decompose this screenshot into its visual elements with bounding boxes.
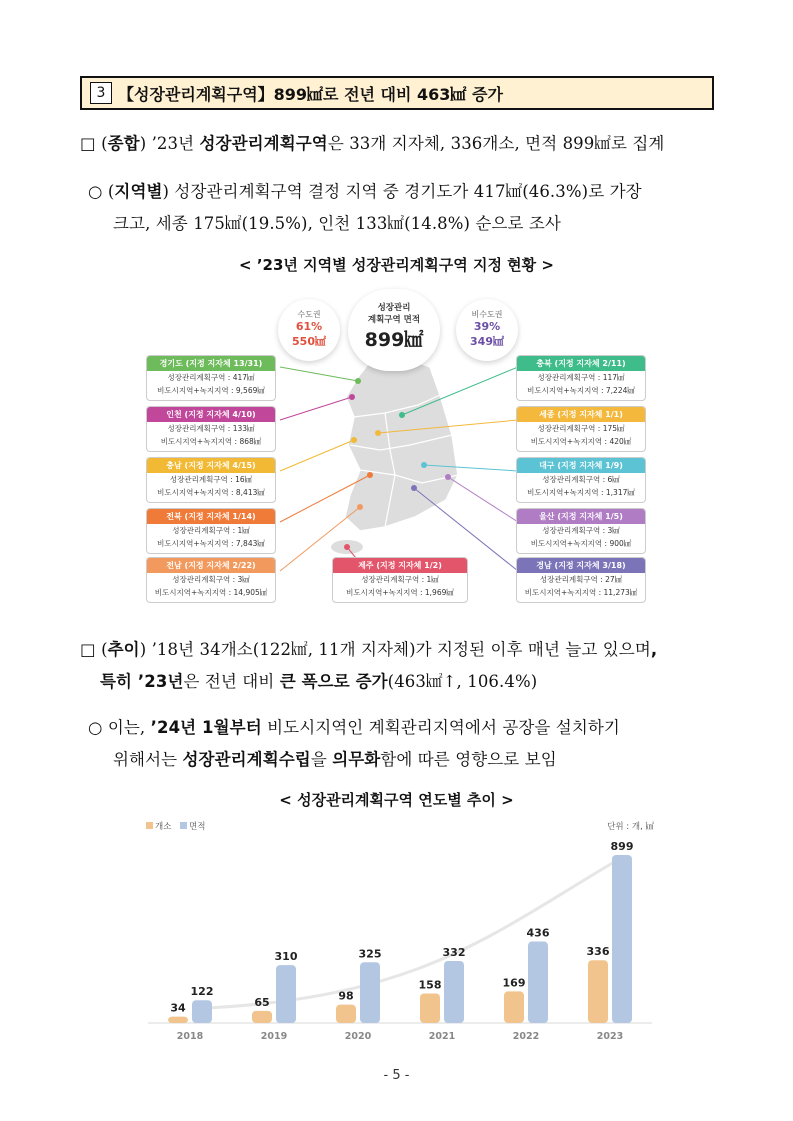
text: 성장관리계획구역 결정 지역 중 경기도가 417㎢(46.3%)로 가장 [169,182,642,201]
x-tick-2023: 2023 [596,1031,624,1042]
bar-개소-2020 [336,1005,356,1023]
center-label-1: 성장관리 [377,303,411,313]
section-number: 3 [90,82,112,104]
bar-label-면적-2020: 325 [358,947,382,961]
paren-open: ( [107,182,115,201]
bar-label-면적-2019: 310 [274,950,298,964]
section-heading [80,76,714,110]
noncapital-pct: 39% [473,320,501,333]
bold-term: 의무화 [332,750,381,769]
bar-면적-2020 [360,962,380,1023]
region-card-incheon [146,406,276,452]
paragraph-region [88,176,728,208]
region-card-jeju [332,557,468,603]
region-card-chungnam [146,457,276,503]
region-card-jeonbuk [146,508,276,554]
region-card-sejong [516,406,646,452]
text: 위해서는 [113,750,183,769]
noncapital-area-bubble [456,299,518,361]
paragraph-region-line2 [113,208,728,240]
text: ’18년 34개소(122㎢, 11개 지자체)가 지정된 이후 매년 늘고 있으며 [146,640,651,659]
legend-swatch-개소 [146,822,153,829]
bar-면적-2023 [612,855,632,1023]
bar-label-개소-2022: 169 [502,976,526,990]
card-row: 비도시지역+녹지지역 : 1,317㎢ [527,488,635,497]
card-row: 성장관리계획구역 : 117㎢ [537,373,625,382]
card-row: 성장관리계획구역 : 27㎢ [539,575,623,584]
text: 은 33개 지자체, 336개소, 면적 899㎢로 집계 [327,134,665,153]
paragraph-reason-line2 [113,744,728,776]
paragraph-trend-line2 [100,666,730,698]
paren-close: ) [139,640,147,659]
page-number: - 5 - [383,1068,410,1083]
card-row: 성장관리계획구역 : 16㎢ [169,475,253,484]
card-row: 비도시지역+녹지지역 : 9,569㎢ [157,386,265,395]
trend-tag: 추이 [107,640,140,659]
center-value: 899㎢ [364,329,424,351]
bar-개소-2022 [504,991,524,1023]
region-card-chungbuk [516,355,646,401]
text: 함에 따른 영향으로 보임 [380,750,557,769]
paren-open: ( [101,134,108,153]
capital-pct: 61% [295,320,323,333]
chart-legend [146,821,205,832]
card-row: 성장관리계획구역 : 1㎢ [172,526,250,535]
bar-면적-2019 [276,965,296,1023]
card-title: 대구 (지정 지자체 1/9) [517,458,645,473]
x-tick-2019: 2019 [260,1031,288,1042]
bar-면적-2018 [192,1000,212,1023]
capital-area: 550㎢ [292,335,326,348]
bar-label-개소-2019: 65 [254,995,270,1009]
bar-개소-2018 [168,1017,188,1023]
bar-label-개소-2020: 98 [338,989,354,1003]
card-row: 비도시지역+녹지지역 : 7,224㎢ [527,386,635,395]
card-row: 성장관리계획구역 : 6㎢ [542,475,620,484]
card-row: 성장관리계획구역 : 175㎢ [537,424,625,433]
chart-caption: < 성장관리계획구역 연도별 추이 > [279,791,514,809]
text: 비도시지역인 계획관리지역에서 공장을 설치하기 [261,718,620,737]
card-row: 성장관리계획구역 : 417㎢ [167,373,255,382]
bar-면적-2022 [528,942,548,1023]
text: (463㎢↑, 106.4%) [387,672,538,691]
card-row: 비도시지역+녹지지역 : 7,843㎢ [157,539,265,548]
card-row: 성장관리계획구역 : 3㎢ [172,575,250,584]
region-card-jeonnam [146,557,276,603]
total-area-bubble [348,289,440,371]
text: , [650,640,658,659]
bar-label-면적-2018: 122 [190,985,214,999]
bold-term: 큰 폭으로 증가 [279,672,388,691]
bar-개소-2021 [420,993,440,1023]
region-card-gyeonggi [146,355,276,401]
section-title: 【성장관리계획구역】899㎢로 전년 대비 463㎢ 증가 [118,84,503,104]
card-title: 전남 (지정 지자체 2/22) [147,558,275,573]
legend-label-면적: 면적 [189,822,206,832]
text: ’23년 [146,134,200,153]
card-row: 비도시지역+녹지지역 : 420㎢ [530,437,632,446]
card-row: 성장관리계획구역 : 3㎢ [542,526,620,535]
map-land [345,355,458,531]
circle-bullet: ○ [88,182,103,201]
card-title: 전북 (지정 지자체 1/14) [147,509,275,524]
card-row: 비도시지역+녹지지역 : 900㎢ [530,539,632,548]
bar-면적-2021 [444,961,464,1023]
paren-open: ( [101,640,108,659]
paragraph-summary [80,128,730,160]
text: 을 [310,750,333,769]
x-tick-2020: 2020 [344,1031,372,1042]
x-tick-2018: 2018 [176,1031,204,1042]
bar-label-개소-2018: 34 [170,1001,186,1015]
bar-label-면적-2022: 436 [526,926,550,940]
card-row: 성장관리계획구역 : 133㎢ [167,424,255,433]
map-caption: < ’23년 지역별 성장관리계획구역 지정 현황 > [239,256,554,274]
card-row: 비도시지역+녹지지역 : 14,905㎢ [154,588,268,597]
x-tick-2021: 2021 [428,1031,456,1042]
region-tag: 지역별 [114,182,163,201]
center-label-2: 계획구역 면적 [367,315,421,325]
noncapital-area: 349㎢ [470,335,504,348]
capital-area-bubble [278,299,340,361]
bar-label-개소-2023: 336 [586,945,610,959]
trend-curve [202,861,616,1008]
circle-bullet: ○ [88,718,103,737]
bar-label-면적-2023: 899 [610,840,634,853]
legend-label-개소: 개소 [155,822,172,832]
noncapital-label: 비수도권 [471,310,503,319]
card-row: 비도시지역+녹지지역 : 8,413㎢ [157,488,265,497]
region-card-gyeongnam [516,557,646,603]
region-card-ulsan [516,508,646,554]
chart-unit: 단위 : 개, ㎢ [607,822,654,832]
card-title: 경남 (지정 지자체 3/18) [517,558,645,573]
card-row: 비도시지역+녹지지역 : 11,273㎢ [524,588,638,597]
summary-tag: 종합 [107,134,140,153]
bold-term: ’24년 1월부터 [150,718,262,737]
text: 이는, [107,718,151,737]
card-row: 비도시지역+녹지지역 : 1,969㎢ [346,588,454,597]
bold-term: 특히 ’23년 [100,672,184,691]
legend-swatch-면적 [180,822,187,829]
bar-label-개소-2021: 158 [418,978,442,992]
card-title: 제주 (지정 지자체 1/2) [333,558,467,573]
paragraph-trend [80,634,730,666]
paren-close: ) [162,182,170,201]
text: 은 전년 대비 [183,672,280,691]
card-title: 울산 (지정 지자체 1/5) [517,509,645,524]
region-card-daegu [516,457,646,503]
square-bullet: □ [80,134,96,153]
card-title: 인천 (지정 지자체 4/10) [147,407,275,422]
card-title: 세종 (지정 지자체 1/1) [517,407,645,422]
capital-label: 수도권 [297,310,321,319]
yearly-trend-chart [140,815,660,1047]
region-infographic [140,285,650,610]
square-bullet: □ [80,640,96,659]
card-row: 비도시지역+녹지지역 : 868㎢ [160,437,262,446]
paragraph-reason [88,712,728,744]
bar-개소-2019 [252,1011,272,1023]
x-tick-2022: 2022 [512,1031,540,1042]
card-title: 경기도 (지정 지자체 13/31) [147,356,275,371]
text: 크고, 세종 175㎢(19.5%), 인천 133㎢(14.8%) 순으로 조사 [113,214,561,233]
bold-term: 성장관리계획구역 [199,134,328,153]
bar-개소-2023 [588,960,608,1023]
bar-label-면적-2021: 332 [442,945,466,959]
card-title: 충남 (지정 지자체 4/15) [147,458,275,473]
paren-close: ) [139,134,147,153]
card-title: 충북 (지정 지자체 2/11) [517,356,645,371]
card-row: 성장관리계획구역 : 1㎢ [361,575,439,584]
bold-term: 성장관리계획수립 [182,750,311,769]
